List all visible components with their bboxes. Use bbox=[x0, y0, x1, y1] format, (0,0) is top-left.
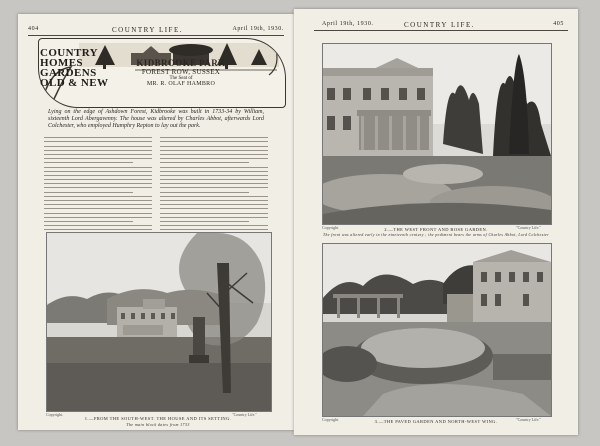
intro-paragraph: Lying on the edge of Ashdown Forest, Kidbrooke was built in 1733-34 by William, sixteenth Lord Abergavenny. The house was altered by Charles Abbot, afterwards Lord Colchester, who employed Humphry Repton to lay out the park. bbox=[48, 109, 264, 129]
paved-garden-photo bbox=[323, 244, 551, 416]
article-heading bbox=[126, 58, 236, 87]
photo-west-front bbox=[322, 43, 552, 225]
copyright-credit: "Country Life." bbox=[516, 417, 542, 422]
photo-south-west bbox=[46, 232, 272, 412]
west-front-photo bbox=[323, 44, 551, 224]
left-page bbox=[18, 14, 294, 430]
photo-paved-garden bbox=[322, 243, 552, 417]
running-title: COUNTRY LIFE. bbox=[404, 21, 475, 29]
house-name: KIDBROOKE PARK bbox=[136, 58, 226, 68]
seat-of-label: The Seat of bbox=[169, 76, 193, 81]
page-number: 404 bbox=[28, 26, 39, 32]
owner-name: MR. R. OLAF HAMBRO bbox=[146, 81, 216, 87]
page-number: 405 bbox=[553, 21, 564, 27]
copyright-left: Copyright. bbox=[322, 225, 340, 230]
copyright-left: Copyright. bbox=[322, 417, 340, 422]
copyright-credit: "Country Life." bbox=[516, 225, 542, 230]
photo-subcaption-2: The front was altered early in the nineteenth century ; the pediment bears the arms of Charles Abbot, Lord Colchester bbox=[322, 233, 549, 237]
series-title: COUNTRY HOMES GARDENS OLD & NEW bbox=[40, 47, 109, 89]
photo-subcaption-1: The main block dates from 1733 bbox=[126, 422, 190, 427]
header-rule bbox=[28, 35, 284, 36]
photo-caption-2: 2.—THE WEST FRONT AND ROSE GARDEN. bbox=[384, 227, 488, 232]
issue-date: April 19th, 1930. bbox=[232, 26, 284, 32]
copyright-credit: "Country Life." bbox=[232, 412, 258, 417]
copyright-left: Copyright. bbox=[46, 412, 64, 417]
issue-date: April 19th, 1930. bbox=[322, 21, 374, 27]
photo-caption-3: 3.—THE PAVED GARDEN AND NORTH-WEST WING. bbox=[374, 419, 498, 424]
running-title: COUNTRY LIFE. bbox=[112, 26, 183, 34]
body-text-columns bbox=[44, 134, 270, 234]
body-column-left bbox=[44, 134, 152, 234]
photo-caption-1: 1.—FROM THE SOUTH-WEST. THE HOUSE AND ITS SETTING. bbox=[84, 416, 232, 421]
right-page bbox=[294, 9, 578, 435]
body-column-right bbox=[160, 134, 268, 234]
house-location: FOREST ROW, SUSSEX bbox=[141, 68, 221, 76]
header-rule bbox=[314, 30, 568, 31]
house-setting-photo bbox=[47, 233, 271, 411]
